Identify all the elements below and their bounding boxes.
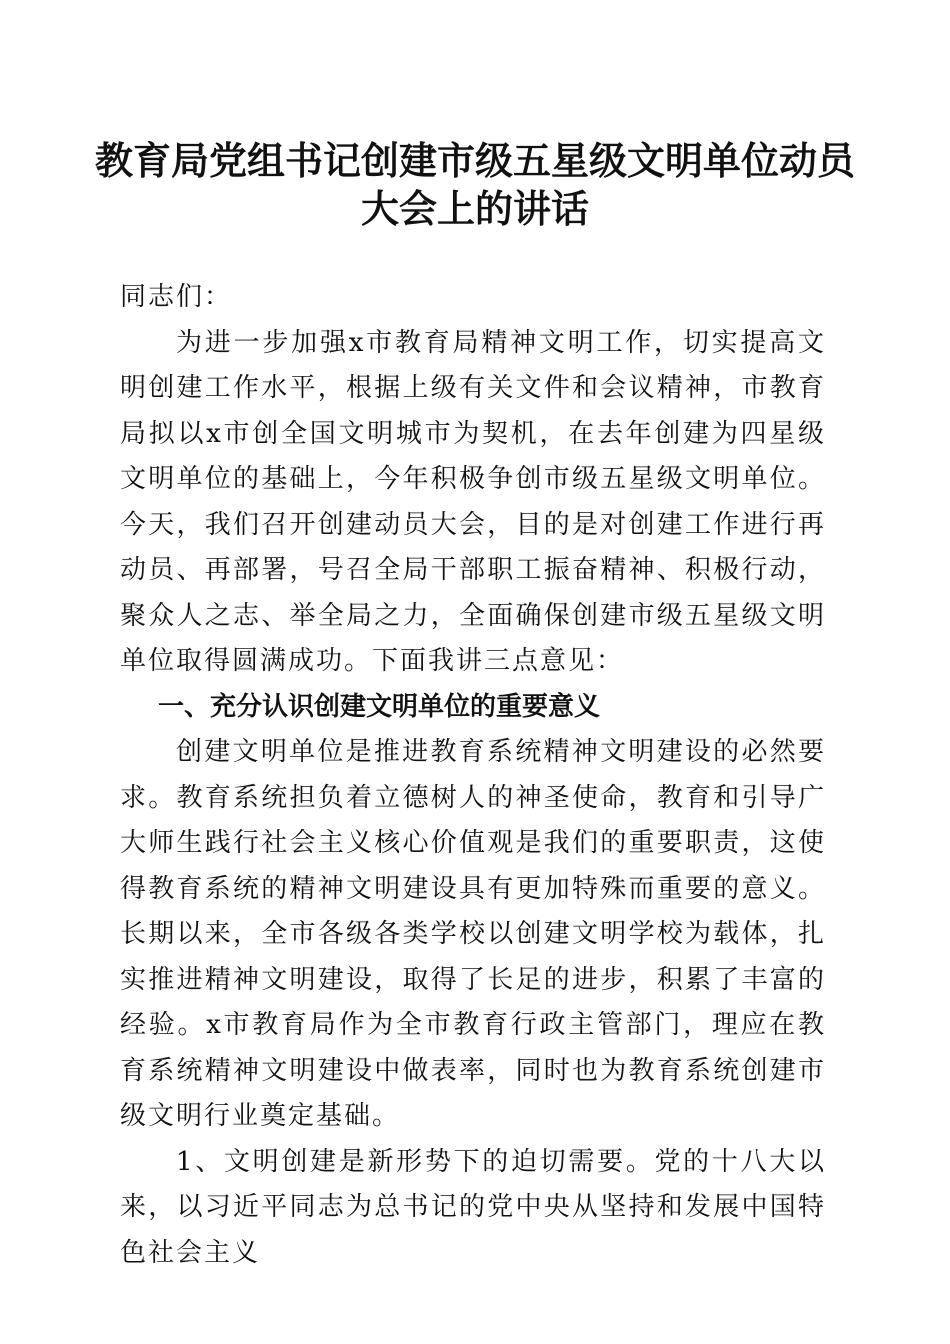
section-heading: 一、充分认识创建文明单位的重要意义 (158, 691, 601, 722)
document-body (120, 275, 826, 1276)
greeting: 同志们： (120, 282, 233, 312)
document-title-line-2: 大会上的讲话 (360, 186, 589, 231)
paragraph-significance: 创建文明单位是推进教育系统精神文明建设的必然要求。教育系统担负着立德树人的神圣使命，教育和引导广大师生践行社会主义核心价值观是我们的重要职责，这使得教育系统的精神文明建设具有更加特殊而重要的意义。长期以来，全市各级各类学校以创建文明学校为载体，扎实推进精神文明建设，取得了长足的进步，积累了丰富的经验。x市教育局作为全市教育行政主管部门，理应在教育系统精神文明建设中做表率，同时也为教育系统创建市级文明行业奠定基础。 (120, 737, 826, 1131)
paragraph-point-1: 1、文明创建是新形势下的迫切需要。党的十八大以来，以习近平同志为总书记的党中央从坚持和发展中国特色社会主义 (120, 1146, 826, 1268)
paragraph-intro: 为进一步加强x市教育局精神文明工作，切实提高文明创建工作水平，根据上级有关文件和会议精神，市教育局拟以x市创全国文明城市为契机，在去年创建为四星级文明单位的基础上，今年积极争创市级五星级文明单位。今天，我们召开创建动员大会，目的是对创建工作进行再动员、再部署，号召全局干部职工振奋精神、积极行动，聚众人之志、举全局之力，全面确保创建市级五星级文明单位取得圆满成功。下面我讲三点意见： (120, 327, 826, 676)
document-title-line-1: 教育局党组书记创建市级五星级文明单位动员 (94, 138, 855, 183)
